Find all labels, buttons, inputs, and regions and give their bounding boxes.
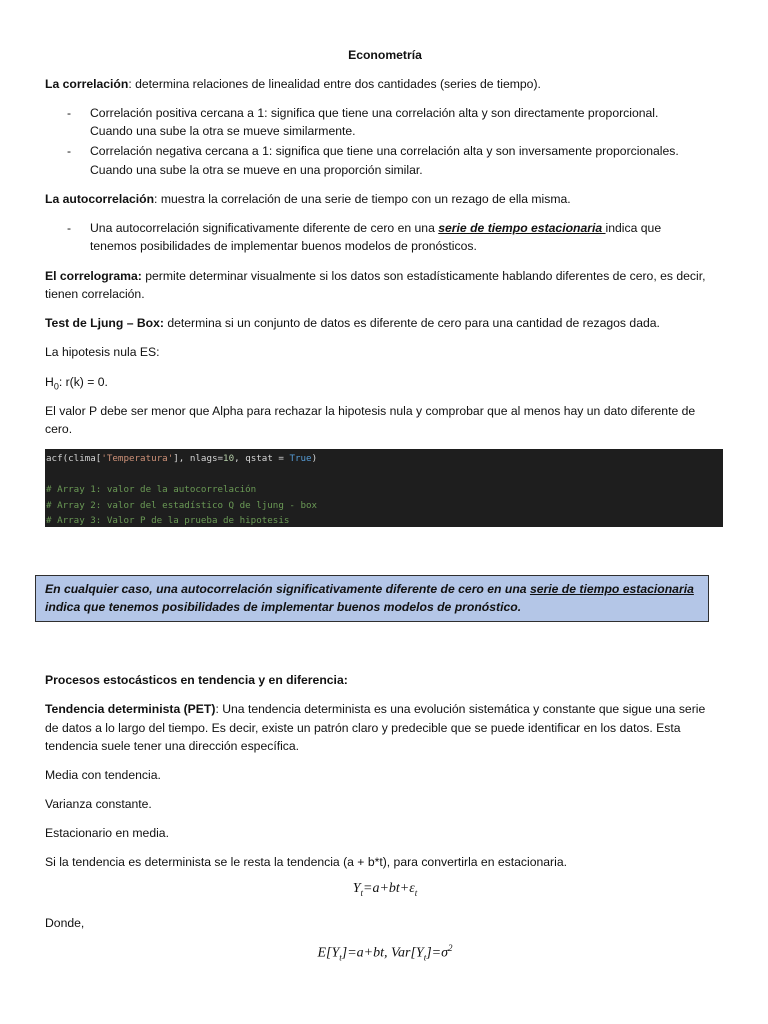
formula-part: ]=a+bt, Var[Y — [341, 945, 424, 961]
formula-part: ]=σ — [426, 945, 449, 961]
formula-sub: t — [414, 887, 418, 898]
formula-trend — [45, 881, 725, 898]
formula-part: =a+bt+ε — [363, 881, 415, 896]
estacionaria-link: serie de tiempo estacionaria — [438, 221, 606, 235]
procesos-heading: Procesos estocásticos en tendencia y en diferencia: — [45, 673, 348, 687]
ljung-term: Test de Ljung – Box: — [45, 316, 164, 330]
formula-part: Y — [352, 881, 361, 896]
bullet-line: tenemos posibilidades de implementar buenos modelos de pronósticos. — [90, 239, 477, 253]
code-number: 10 — [223, 453, 235, 464]
bullet-line: Correlación positiva cercana a 1: significa que tiene una correlación alta y son directamente proporcional. — [90, 106, 659, 120]
code-fn: acf(clima[ — [46, 453, 102, 464]
ljung-paragraph — [45, 315, 725, 332]
callout-box — [35, 575, 709, 622]
bullet-line: Cuando una sube la otra se mueve similarmente. — [90, 124, 356, 138]
code-string: 'Temperatura' — [101, 453, 174, 464]
valor-p-line2: cero. — [45, 422, 73, 436]
pet-paragraph — [45, 701, 725, 718]
h0-sub: 0 — [53, 381, 59, 392]
code-text: ) — [311, 453, 318, 464]
autocorrelacion-text: : muestra la correlación de una serie de tiempo con un rezago de ella misma. — [154, 192, 571, 206]
bullet-text: indica que — [605, 221, 662, 235]
code-keyword: True — [289, 453, 312, 464]
bullet-dash: - — [67, 221, 72, 235]
correlograma-paragraph — [45, 268, 725, 285]
h0-rest: : r(k) = 0. — [58, 375, 108, 389]
varianza-line: Varianza constante. — [45, 797, 152, 811]
pet-line2: de datos a lo largo del tiempo. Es decir, existe un patrón claro y predecible que se puede identificar en los datos. Esta — [45, 721, 681, 735]
si-la-line: Si la tendencia es determinista se le resta la tendencia (a + b*t), para convertirla en estacionaria. — [45, 855, 567, 869]
formula-moments — [45, 943, 725, 962]
bullet-line: Cuando una sube la otra se mueve en una proporción similar. — [90, 163, 423, 177]
formula-sup: 2 — [448, 943, 453, 953]
callout-text: indica que tenemos posibilidades de implementar buenos modelos de pronóstico. — [45, 600, 522, 614]
formula-sub: t — [339, 952, 342, 963]
callout-text: En cualquier caso, una autocorrelación significativamente diferente de cero en una — [45, 582, 530, 596]
document-title: Econometría — [348, 48, 422, 62]
code-text: ], nlags= — [173, 453, 224, 464]
formula-part: E[Y — [317, 945, 340, 961]
code-comment: # Array 3: Valor P de la prueba de hipotesis — [46, 515, 290, 526]
bullet-line — [90, 220, 720, 237]
donde-line: Donde, — [45, 916, 85, 930]
correlacion-text: : determina relaciones de linealidad entre dos cantidades (series de tiempo). — [128, 77, 541, 91]
ljung-text: determina si un conjunto de datos es diferente de cero para una cantidad de rezagos dada. — [163, 316, 660, 330]
autocorrelacion-term: La autocorrelación — [45, 192, 155, 206]
formula-sub: t — [360, 887, 364, 898]
h0-statement — [45, 374, 725, 395]
code-comment: # Array 2: valor del estadístico Q de ljung - box — [46, 499, 318, 511]
code-line — [46, 453, 317, 464]
estacionario-line: Estacionario en media. — [45, 826, 169, 840]
bullet-text: Una autocorrelación significativamente diferente de cero en una — [90, 221, 439, 235]
formula-sub: t — [423, 952, 427, 963]
bullet-dash: - — [67, 144, 72, 158]
correlograma-text: permite determinar visualmente si los datos son estadísticamente hablando diferentes de cero, es decir, — [141, 269, 706, 283]
h0-h: H — [45, 375, 54, 389]
bullet-dash: - — [67, 106, 72, 120]
correlacion-term: La correlación — [45, 77, 129, 91]
autocorrelacion-paragraph — [45, 191, 725, 208]
correlacion-paragraph — [45, 76, 725, 93]
pet-line3: tendencia suele tener una dirección específica. — [45, 739, 300, 753]
code-comment: # Array 1: valor de la autocorrelación — [46, 484, 257, 495]
pet-term: Tendencia determinista (PET) — [45, 702, 216, 716]
code-text: , qstat = — [234, 453, 290, 464]
hipotesis-label: La hipotesis nula ES: — [45, 345, 160, 359]
pet-text: : Una tendencia determinista es una evolución sistemática y constante que sigue una serie — [215, 702, 706, 716]
callout-link: serie de tiempo estacionaria — [529, 582, 694, 596]
valor-p-line1: El valor P debe ser menor que Alpha para rechazar la hipotesis nula y comprobar que al menos hay un dato diferente de — [45, 404, 696, 418]
media-line: Media con tendencia. — [45, 768, 161, 782]
correlograma-line2: tienen correlación. — [45, 287, 145, 301]
code-block — [45, 449, 723, 527]
bullet-line: Correlación negativa cercana a 1: significa que tiene una correlación alta y son inversamente proporcionales. — [90, 144, 679, 158]
correlograma-term: El correlograma: — [45, 269, 142, 283]
